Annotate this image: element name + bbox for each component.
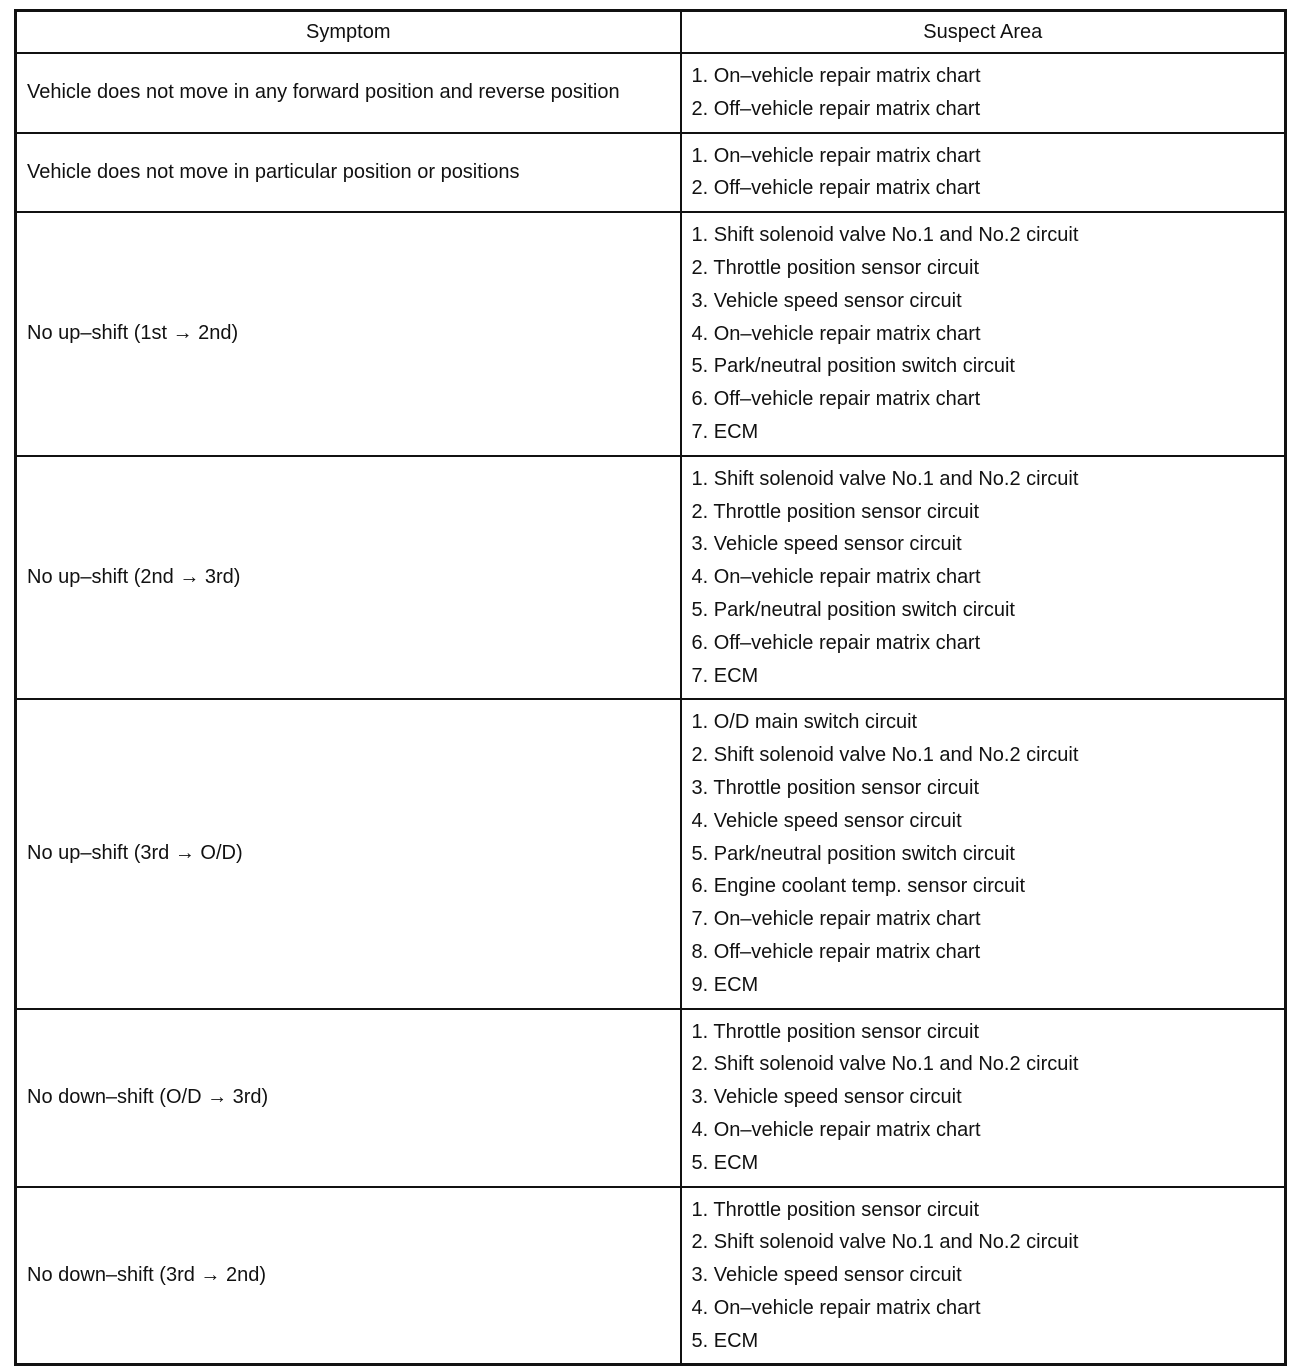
suspect-area-item: 5. Park/neutral position switch circuit [691, 355, 1015, 378]
suspect-area-item: 4. On–vehicle repair matrix chart [691, 566, 981, 589]
suspect-area-item: 2. Throttle position sensor circuit [691, 500, 980, 523]
suspect-area-item: 1. On–vehicle repair matrix chart [691, 65, 981, 87]
suspect-area-cell [681, 1187, 1286, 1365]
suspect-area-item: 2. Shift solenoid valve No.1 and No.2 circuit [691, 744, 1079, 767]
suspect-area-item: 1. O/D main switch circuit [691, 711, 918, 734]
symptom-cell: No up–shift (2nd → 3rd) [16, 456, 681, 700]
symptom-cell: No down–shift (3rd → 2nd) [16, 1187, 681, 1365]
suspect-area-cell [681, 212, 1286, 456]
suspect-area-item: 4. On–vehicle repair matrix chart [691, 322, 981, 345]
suspect-area-item: 4. Vehicle speed sensor circuit [691, 809, 962, 832]
suspect-area-item: 9. ECM [691, 973, 759, 996]
suspect-area-item: 4. On–vehicle repair matrix chart [691, 1296, 981, 1319]
suspect-area-item: 5. Park/neutral position switch circuit [691, 598, 1015, 621]
suspect-area-item: 1. Throttle position sensor circuit [691, 1198, 980, 1221]
suspect-area-cell [681, 456, 1286, 700]
suspect-area-cell [681, 133, 1286, 213]
symptom-cell: No down–shift (O/D → 3rd) [16, 1009, 681, 1187]
suspect-area-item: 5. ECM [691, 1151, 759, 1174]
suspect-area-item: 8. Off–vehicle repair matrix chart [691, 940, 981, 963]
suspect-area-item: 5. ECM [691, 1329, 759, 1352]
suspect-area-item: 1. On–vehicle repair matrix chart [691, 144, 981, 167]
table-row [16, 53, 1286, 133]
table-row [16, 1187, 1286, 1365]
symptom-cell: Vehicle does not move in any forward position and reverse position [16, 53, 681, 133]
suspect-area-cell [681, 699, 1286, 1008]
suspect-area-item: 6. Off–vehicle repair matrix chart [691, 388, 981, 411]
symptom-table [14, 9, 1287, 1366]
suspect-area-cell [681, 1009, 1286, 1187]
suspect-area-item: 5. Park/neutral position switch circuit [691, 842, 1015, 865]
table-row [16, 212, 1286, 456]
suspect-area-item: 6. Engine coolant temp. sensor circuit [691, 875, 1026, 898]
header-row [16, 11, 1286, 54]
table-body [16, 53, 1286, 1365]
suspect-area-item: 4. On–vehicle repair matrix chart [691, 1118, 981, 1141]
suspect-area-item: 3. Vehicle speed sensor circuit [691, 1264, 962, 1287]
suspect-area-cell [681, 53, 1286, 133]
suspect-area-item: 7. ECM [691, 420, 759, 443]
suspect-area-item: 2. Throttle position sensor circuit [691, 256, 980, 279]
symptom-cell: Vehicle does not move in particular position or positions [16, 133, 681, 213]
table-row [16, 1009, 1286, 1187]
table-row [16, 133, 1286, 213]
suspect-area-item: 6. Off–vehicle repair matrix chart [691, 631, 981, 654]
suspect-area-item: 1. Throttle position sensor circuit [691, 1020, 980, 1043]
suspect-area-item: 1. Shift solenoid valve No.1 and No.2 circuit [691, 467, 1079, 490]
table-row [16, 456, 1286, 700]
suspect-area-item: 7. ECM [691, 664, 759, 687]
header-suspect-area: Suspect Area [681, 11, 1286, 54]
suspect-area-item: 3. Throttle position sensor circuit [691, 776, 980, 799]
suspect-area-item: 7. On–vehicle repair matrix chart [691, 908, 981, 931]
header-symptom: Symptom [16, 11, 681, 54]
suspect-area-item: 2. Off–vehicle repair matrix chart [691, 177, 981, 200]
symptom-cell: No up–shift (1st → 2nd) [16, 212, 681, 456]
suspect-area-item: 3. Vehicle speed sensor circuit [691, 533, 962, 556]
suspect-area-item: 3. Vehicle speed sensor circuit [691, 1086, 962, 1109]
suspect-area-item: 2. Shift solenoid valve No.1 and No.2 circuit [691, 1231, 1079, 1254]
table-row [16, 699, 1286, 1008]
suspect-area-item: 1. Shift solenoid valve No.1 and No.2 circuit [691, 224, 1079, 247]
symptom-cell: No up–shift (3rd → O/D) [16, 699, 681, 1008]
suspect-area-item: 3. Vehicle speed sensor circuit [691, 289, 962, 312]
suspect-area-item: 2. Shift solenoid valve No.1 and No.2 circuit [691, 1053, 1079, 1076]
suspect-area-item: 2. Off–vehicle repair matrix chart [691, 97, 981, 120]
